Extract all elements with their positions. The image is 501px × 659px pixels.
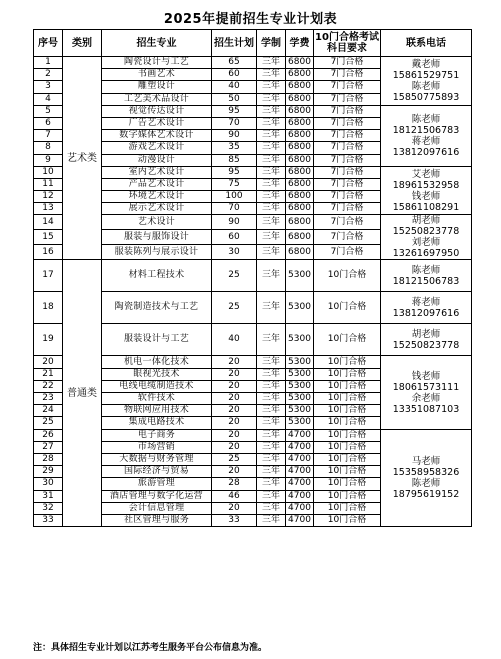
- fee-cell: 4700: [286, 490, 314, 502]
- fee-cell: 6800: [286, 154, 314, 166]
- seq-cell: 7: [34, 130, 63, 142]
- duration-cell: 三年: [257, 380, 286, 392]
- fee-cell: 4700: [286, 466, 314, 478]
- fee-cell: 6800: [286, 57, 314, 69]
- requirement-cell: 10门合格: [314, 466, 381, 478]
- fee-cell: 6800: [286, 93, 314, 105]
- contact-phone: 18795619152: [392, 488, 460, 500]
- seq-cell: 16: [34, 245, 63, 260]
- contact-phone: 13812097616: [392, 307, 460, 319]
- requirement-cell: 7门合格: [314, 215, 381, 230]
- requirement-cell: 7门合格: [314, 245, 381, 260]
- plan-cell: 35: [212, 142, 257, 154]
- duration-cell: 三年: [257, 215, 286, 230]
- fee-cell: 6800: [286, 117, 314, 129]
- plan-cell: 20: [212, 466, 257, 478]
- seq-cell: 31: [34, 490, 63, 502]
- duration-cell: 三年: [257, 417, 286, 429]
- plan-cell: 100: [212, 191, 257, 203]
- requirement-cell: 10门合格: [314, 417, 381, 429]
- fee-cell: 4700: [286, 441, 314, 453]
- plan-cell: 95: [212, 105, 257, 117]
- duration-cell: 三年: [257, 230, 286, 245]
- seq-cell: 22: [34, 380, 63, 392]
- contact-name: 胡老师: [411, 328, 441, 340]
- requirement-cell: 7门合格: [314, 191, 381, 203]
- seq-cell: 3: [34, 81, 63, 93]
- fee-cell: 6800: [286, 105, 314, 117]
- duration-cell: 三年: [257, 245, 286, 260]
- fee-cell: 6800: [286, 69, 314, 81]
- major-cell: 市场营销: [102, 441, 212, 453]
- requirement-cell: 10门合格: [314, 405, 381, 417]
- duration-cell: 三年: [257, 105, 286, 117]
- duration-cell: 三年: [257, 57, 286, 69]
- duration-cell: 三年: [257, 260, 286, 292]
- major-cell: 视觉传达设计: [102, 105, 212, 117]
- contact-cell: [381, 57, 472, 106]
- requirement-cell: 7门合格: [314, 117, 381, 129]
- contact-phone: 18061573111: [392, 381, 460, 393]
- seq-cell: 2: [34, 69, 63, 81]
- duration-cell: 三年: [257, 166, 286, 178]
- contact-phone: 15250823778: [392, 339, 460, 351]
- duration-cell: 三年: [257, 514, 286, 526]
- contact-cell: [381, 105, 472, 166]
- header-contact: 联系电话: [381, 30, 472, 57]
- seq-cell: 12: [34, 191, 63, 203]
- contact-cell: [381, 215, 472, 260]
- major-cell: 大数据与财务管理: [102, 453, 212, 465]
- fee-cell: 6800: [286, 191, 314, 203]
- footnote: 注：具体招生专业计划以江苏考生服务平台公布信息为准。: [33, 643, 268, 653]
- contact-cell: [381, 260, 472, 292]
- duration-cell: 三年: [257, 393, 286, 405]
- duration-cell: 三年: [257, 502, 286, 514]
- duration-cell: 三年: [257, 441, 286, 453]
- major-cell: 集成电路技术: [102, 417, 212, 429]
- requirement-cell: 10门合格: [314, 441, 381, 453]
- contact-name: 马老师: [411, 455, 441, 467]
- seq-cell: 20: [34, 356, 63, 368]
- fee-cell: 6800: [286, 245, 314, 260]
- duration-cell: 三年: [257, 178, 286, 190]
- header-seq: 序号: [34, 30, 63, 57]
- plan-cell: 60: [212, 230, 257, 245]
- seq-cell: 9: [34, 154, 63, 166]
- major-cell: 书画艺术: [102, 69, 212, 81]
- plan-cell: 25: [212, 260, 257, 292]
- major-cell: 陶瓷制造技术与工艺: [102, 292, 212, 324]
- contact-phone: 18961532958: [392, 179, 460, 191]
- seq-cell: 11: [34, 178, 63, 190]
- seq-cell: 14: [34, 215, 63, 230]
- requirement-cell: 7门合格: [314, 57, 381, 69]
- seq-cell: 26: [34, 429, 63, 441]
- duration-cell: 三年: [257, 368, 286, 380]
- duration-cell: 三年: [257, 356, 286, 368]
- requirement-cell: 10门合格: [314, 356, 381, 368]
- contact-name: 余老师: [411, 392, 441, 404]
- seq-cell: 30: [34, 478, 63, 490]
- duration-cell: 三年: [257, 203, 286, 215]
- contact-name: 陈老师: [411, 80, 441, 92]
- major-cell: 眼视光技术: [102, 368, 212, 380]
- fee-cell: 5300: [286, 260, 314, 292]
- contact-phone: 15358958326: [392, 466, 460, 478]
- plan-cell: 90: [212, 215, 257, 230]
- contact-phone: 15861108291: [392, 201, 460, 213]
- plan-cell: 20: [212, 429, 257, 441]
- seq-cell: 8: [34, 142, 63, 154]
- contact-name: 胡老师: [411, 215, 441, 227]
- major-cell: 服装陈列与展示设计: [102, 245, 212, 260]
- plan-cell: 20: [212, 502, 257, 514]
- duration-cell: 三年: [257, 429, 286, 441]
- requirement-cell: 7门合格: [314, 154, 381, 166]
- seq-cell: 13: [34, 203, 63, 215]
- contact-name: 钱老师: [411, 370, 441, 382]
- seq-cell: 19: [34, 324, 63, 356]
- plan-cell: 70: [212, 203, 257, 215]
- seq-cell: 1: [34, 57, 63, 69]
- requirement-cell: 10门合格: [314, 260, 381, 292]
- seq-cell: 18: [34, 292, 63, 324]
- contact-phone: 18121506783: [392, 275, 460, 287]
- duration-cell: 三年: [257, 405, 286, 417]
- seq-cell: 23: [34, 393, 63, 405]
- requirement-cell: 10门合格: [314, 429, 381, 441]
- plan-cell: 20: [212, 380, 257, 392]
- requirement-cell: 7门合格: [314, 105, 381, 117]
- fee-cell: 5300: [286, 292, 314, 324]
- duration-cell: 三年: [257, 154, 286, 166]
- fee-cell: 5300: [286, 356, 314, 368]
- table-body: [34, 57, 472, 527]
- plan-cell: 25: [212, 453, 257, 465]
- requirement-cell: 7门合格: [314, 203, 381, 215]
- major-cell: 数字媒体艺术设计: [102, 130, 212, 142]
- major-cell: 室内艺术设计: [102, 166, 212, 178]
- major-cell: 艺术设计: [102, 215, 212, 230]
- duration-cell: 三年: [257, 130, 286, 142]
- plan-cell: 65: [212, 57, 257, 69]
- requirement-cell: 7门合格: [314, 130, 381, 142]
- duration-cell: 三年: [257, 142, 286, 154]
- duration-cell: 三年: [257, 81, 286, 93]
- duration-cell: 三年: [257, 93, 286, 105]
- header-fee: 学费: [286, 30, 314, 57]
- contact-cell: [381, 292, 472, 324]
- duration-cell: 三年: [257, 490, 286, 502]
- contact-cell: [381, 356, 472, 429]
- fee-cell: 6800: [286, 130, 314, 142]
- duration-cell: 三年: [257, 478, 286, 490]
- fee-cell: 4700: [286, 514, 314, 526]
- contact-name: 艾老师: [411, 168, 441, 180]
- fee-cell: 5300: [286, 324, 314, 356]
- major-cell: 服装与服饰设计: [102, 230, 212, 245]
- major-cell: 电子商务: [102, 429, 212, 441]
- major-cell: 陶瓷设计与工艺: [102, 57, 212, 69]
- contact-phone: 15850775893: [392, 91, 460, 103]
- fee-cell: 4700: [286, 478, 314, 490]
- contact-name: 陈老师: [411, 477, 441, 489]
- major-cell: 旅游管理: [102, 478, 212, 490]
- major-cell: 服装设计与工艺: [102, 324, 212, 356]
- seq-cell: 21: [34, 368, 63, 380]
- requirement-cell: 7门合格: [314, 142, 381, 154]
- duration-cell: 三年: [257, 466, 286, 478]
- major-cell: 物联网应用技术: [102, 405, 212, 417]
- plan-cell: 95: [212, 166, 257, 178]
- plan-cell: 20: [212, 405, 257, 417]
- fee-cell: 6800: [286, 81, 314, 93]
- plan-cell: 20: [212, 368, 257, 380]
- fee-cell: 4700: [286, 429, 314, 441]
- plan-cell: 20: [212, 356, 257, 368]
- plan-cell: 46: [212, 490, 257, 502]
- requirement-cell: 7门合格: [314, 230, 381, 245]
- contact-cell: [381, 166, 472, 215]
- fee-cell: 4700: [286, 502, 314, 514]
- contact-phone: 18121506783: [392, 124, 460, 136]
- duration-cell: 三年: [257, 324, 286, 356]
- seq-cell: 5: [34, 105, 63, 117]
- major-cell: 会计信息管理: [102, 502, 212, 514]
- major-cell: 材料工程技术: [102, 260, 212, 292]
- plan-cell: 25: [212, 292, 257, 324]
- contact-cell: [381, 429, 472, 527]
- requirement-cell: 7门合格: [314, 93, 381, 105]
- contact-name: 蒋老师: [411, 135, 441, 147]
- major-cell: 软件技术: [102, 393, 212, 405]
- fee-cell: 6800: [286, 142, 314, 154]
- fee-cell: 6800: [286, 166, 314, 178]
- contact-phone: 13812097616: [392, 146, 460, 158]
- contact-name: 戴老师: [411, 58, 441, 70]
- requirement-cell: 10门合格: [314, 380, 381, 392]
- header-category: 类别: [63, 30, 102, 57]
- plan-cell: 28: [212, 478, 257, 490]
- duration-cell: 三年: [257, 69, 286, 81]
- seq-cell: 10: [34, 166, 63, 178]
- plan-cell: 70: [212, 117, 257, 129]
- plan-cell: 85: [212, 154, 257, 166]
- contact-name: 钱老师: [411, 190, 441, 202]
- seq-cell: 27: [34, 441, 63, 453]
- major-cell: 雕塑设计: [102, 81, 212, 93]
- seq-cell: 25: [34, 417, 63, 429]
- major-cell: 国际经济与贸易: [102, 466, 212, 478]
- plan-cell: 30: [212, 245, 257, 260]
- header-major: 招生专业: [102, 30, 212, 57]
- requirement-cell: 10门合格: [314, 292, 381, 324]
- seq-cell: 4: [34, 93, 63, 105]
- plan-cell: 40: [212, 324, 257, 356]
- major-cell: 环境艺术设计: [102, 191, 212, 203]
- category-cell: 艺术类: [63, 57, 102, 260]
- duration-cell: 三年: [257, 453, 286, 465]
- requirement-cell: 10门合格: [314, 514, 381, 526]
- seq-cell: 17: [34, 260, 63, 292]
- plan-cell: 50: [212, 93, 257, 105]
- fee-cell: 5300: [286, 380, 314, 392]
- contact-name: 蒋老师: [411, 296, 441, 308]
- fee-cell: 4700: [286, 453, 314, 465]
- requirement-cell: 10门合格: [314, 368, 381, 380]
- requirement-cell: 10门合格: [314, 490, 381, 502]
- major-cell: 展示艺术设计: [102, 203, 212, 215]
- fee-cell: 6800: [286, 203, 314, 215]
- requirement-cell: 7门合格: [314, 81, 381, 93]
- plan-cell: 33: [212, 514, 257, 526]
- major-cell: 电线电缆制造技术: [102, 380, 212, 392]
- table-row: [34, 57, 472, 69]
- plan-cell: 90: [212, 130, 257, 142]
- contact-name: 刘老师: [411, 237, 441, 249]
- page-title: 2025年提前招生专业计划表: [163, 12, 338, 27]
- fee-cell: 5300: [286, 393, 314, 405]
- major-cell: 动漫设计: [102, 154, 212, 166]
- seq-cell: 33: [34, 514, 63, 526]
- seq-cell: 29: [34, 466, 63, 478]
- fee-cell: 6800: [286, 230, 314, 245]
- major-cell: 工艺美术品设计: [102, 93, 212, 105]
- seq-cell: 32: [34, 502, 63, 514]
- requirement-cell: 10门合格: [314, 453, 381, 465]
- contact-name: 陈老师: [411, 264, 441, 276]
- fee-cell: 6800: [286, 178, 314, 190]
- fee-cell: 5300: [286, 417, 314, 429]
- contact-phone: 15250823778: [392, 226, 460, 238]
- duration-cell: 三年: [257, 117, 286, 129]
- seq-cell: 15: [34, 230, 63, 245]
- major-cell: 产品艺术设计: [102, 178, 212, 190]
- requirement-cell: 10门合格: [314, 393, 381, 405]
- fee-cell: 5300: [286, 368, 314, 380]
- major-cell: 社区管理与服务: [102, 514, 212, 526]
- contact-phone: 13261697950: [392, 248, 460, 260]
- requirement-cell: 10门合格: [314, 324, 381, 356]
- plan-cell: 20: [212, 417, 257, 429]
- plan-cell: 40: [212, 81, 257, 93]
- table-header-row: [34, 30, 472, 57]
- fee-cell: 6800: [286, 215, 314, 230]
- major-cell: 广告艺术设计: [102, 117, 212, 129]
- contact-name: 陈老师: [411, 113, 441, 125]
- contact-cell: [381, 324, 472, 356]
- table-row: [34, 260, 472, 292]
- contact-phone: 13351087103: [392, 403, 460, 415]
- category-cell: 普通类: [63, 260, 102, 527]
- header-requirement: 10门合格考试科目要求: [314, 30, 381, 57]
- duration-cell: 三年: [257, 292, 286, 324]
- fee-cell: 5300: [286, 405, 314, 417]
- seq-cell: 6: [34, 117, 63, 129]
- seq-cell: 24: [34, 405, 63, 417]
- plan-cell: 75: [212, 178, 257, 190]
- plan-cell: 20: [212, 441, 257, 453]
- requirement-cell: 10门合格: [314, 502, 381, 514]
- header-plan: 招生计划: [212, 30, 257, 57]
- contact-phone: 15861529751: [392, 69, 460, 81]
- requirement-cell: 10门合格: [314, 478, 381, 490]
- plan-cell: 20: [212, 393, 257, 405]
- enrollment-table: [33, 29, 472, 527]
- requirement-cell: 7门合格: [314, 178, 381, 190]
- major-cell: 机电一体化技术: [102, 356, 212, 368]
- header-duration: 学制: [257, 30, 286, 57]
- seq-cell: 28: [34, 453, 63, 465]
- requirement-cell: 7门合格: [314, 166, 381, 178]
- requirement-cell: 7门合格: [314, 69, 381, 81]
- duration-cell: 三年: [257, 191, 286, 203]
- plan-cell: 60: [212, 69, 257, 81]
- major-cell: 酒店管理与数字化运营: [102, 490, 212, 502]
- major-cell: 游戏艺术设计: [102, 142, 212, 154]
